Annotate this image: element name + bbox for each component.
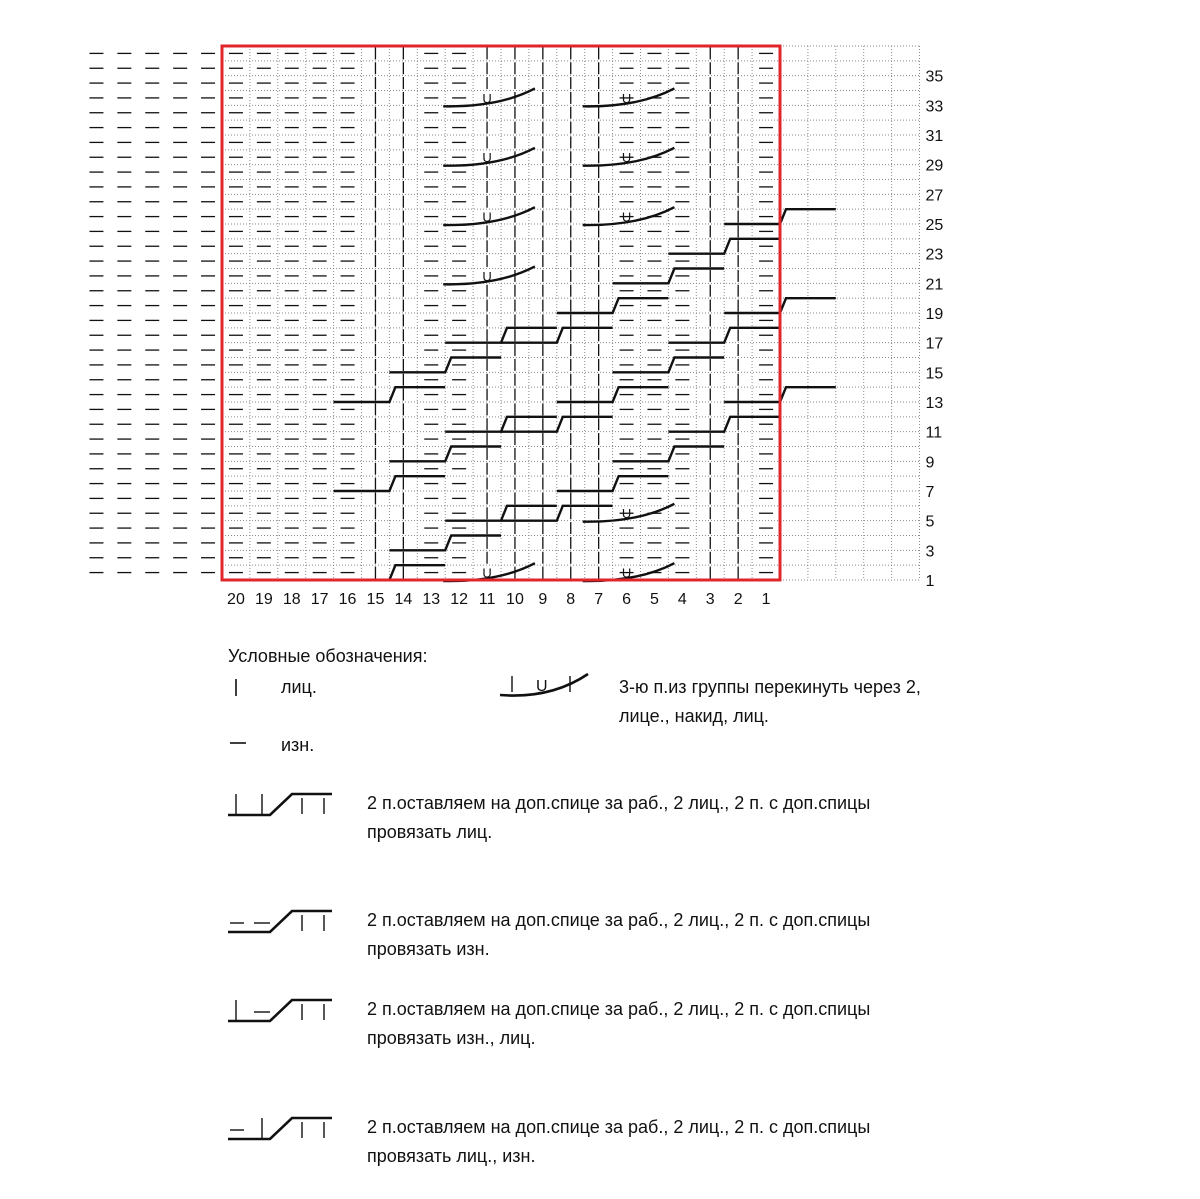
yarn-over-mark: U bbox=[621, 209, 632, 225]
column-number: 12 bbox=[450, 590, 469, 608]
yarn-over-mark: U bbox=[482, 268, 492, 284]
row-number: 23 bbox=[925, 246, 944, 264]
row-number: 19 bbox=[925, 305, 944, 323]
column-number: 5 bbox=[649, 590, 659, 608]
row-number: 27 bbox=[925, 187, 944, 205]
legend-knit-label: лиц. bbox=[281, 677, 317, 697]
row-number: 5 bbox=[925, 513, 935, 531]
row-number: 9 bbox=[925, 454, 935, 472]
column-number: 3 bbox=[705, 590, 715, 608]
legend-cable-knit-purl-line2: провязать лиц., изн. bbox=[367, 1146, 536, 1166]
yarn-over-mark: U bbox=[482, 90, 492, 106]
column-number: 4 bbox=[677, 590, 687, 608]
column-number: 15 bbox=[366, 590, 385, 608]
column-number: 8 bbox=[566, 590, 576, 608]
row-number: 35 bbox=[925, 68, 944, 86]
column-number: 10 bbox=[506, 590, 524, 608]
column-number: 18 bbox=[282, 590, 301, 608]
cable-cross-line bbox=[501, 328, 613, 343]
legend-title: Условные обозначения: bbox=[228, 646, 428, 666]
column-number: 16 bbox=[338, 590, 357, 608]
column-number: 1 bbox=[761, 590, 771, 608]
pass-over-symbol-icon bbox=[496, 668, 596, 704]
legend-pass-over-line1: 3-ю п.из группы перекинуть через 2, bbox=[619, 677, 921, 697]
knit-symbol-icon bbox=[228, 676, 248, 700]
row-number: 7 bbox=[925, 483, 935, 501]
yarn-over-mark: U bbox=[621, 506, 632, 522]
legend-purl-label: изн. bbox=[281, 735, 315, 755]
chart-symbols bbox=[89, 47, 773, 580]
legend-cable-knit-line1: 2 п.оставляем на доп.спице за раб., 2 лиц., 2 п. с доп.спицы bbox=[367, 793, 871, 813]
column-number: 7 bbox=[594, 590, 604, 608]
purl-symbol-icon bbox=[228, 732, 250, 752]
yarn-over-mark: U bbox=[482, 209, 492, 225]
column-number: 11 bbox=[478, 590, 496, 608]
cable-purl-symbol-icon bbox=[226, 905, 336, 939]
legend-cable-purl-line1: 2 п.оставляем на доп.спице за раб., 2 лиц., 2 п. с доп.спицы bbox=[367, 910, 871, 930]
legend-cable-knit-line2: провязать лиц. bbox=[367, 822, 493, 842]
row-number: 17 bbox=[925, 335, 944, 353]
svg-text:U: U bbox=[536, 678, 548, 695]
column-number: 17 bbox=[310, 590, 329, 608]
row-number: 29 bbox=[925, 157, 944, 175]
row-number: 33 bbox=[925, 98, 944, 116]
column-number: 6 bbox=[622, 590, 632, 608]
column-number: 20 bbox=[227, 590, 245, 608]
legend-cable-purl-line2: провязать изн. bbox=[367, 939, 490, 959]
legend-pass-over-line2: лице., накид, лиц. bbox=[619, 706, 769, 726]
yarn-over-mark: U bbox=[621, 150, 632, 166]
row-number: 11 bbox=[925, 424, 943, 442]
cable-cross-line bbox=[389, 535, 501, 550]
row-number: 31 bbox=[925, 127, 944, 145]
row-number: 25 bbox=[925, 216, 944, 234]
column-number: 2 bbox=[733, 590, 743, 608]
row-number: 13 bbox=[925, 394, 944, 412]
column-number: 13 bbox=[422, 590, 441, 608]
cable-purl-knit-symbol-icon bbox=[226, 994, 336, 1028]
legend-cable-knit-purl-line1: 2 п.оставляем на доп.спице за раб., 2 лиц., 2 п. с доп.спицы bbox=[367, 1117, 871, 1137]
yarn-over-mark: U bbox=[621, 565, 632, 581]
yarn-over-mark: U bbox=[482, 565, 492, 581]
row-number: 21 bbox=[925, 276, 944, 294]
legend-cable-purl-knit-line1: 2 п.оставляем на доп.спице за раб., 2 лиц., 2 п. с доп.спицы bbox=[367, 999, 871, 1019]
row-number: 15 bbox=[925, 365, 944, 383]
row-number: 3 bbox=[925, 543, 935, 561]
legend-cable-purl-knit-line2: провязать изн., лиц. bbox=[367, 1028, 536, 1048]
cable-knit-symbol-icon bbox=[226, 788, 336, 822]
column-numbers bbox=[227, 591, 771, 608]
column-number: 9 bbox=[538, 590, 548, 608]
yarn-over-mark: U bbox=[482, 150, 492, 166]
row-numbers bbox=[926, 69, 944, 590]
row-number: 1 bbox=[925, 572, 935, 590]
yarn-over-mark: U bbox=[621, 90, 632, 106]
cable-knit-purl-symbol-icon bbox=[226, 1112, 336, 1146]
column-number: 19 bbox=[254, 590, 273, 608]
column-number: 14 bbox=[394, 590, 413, 608]
